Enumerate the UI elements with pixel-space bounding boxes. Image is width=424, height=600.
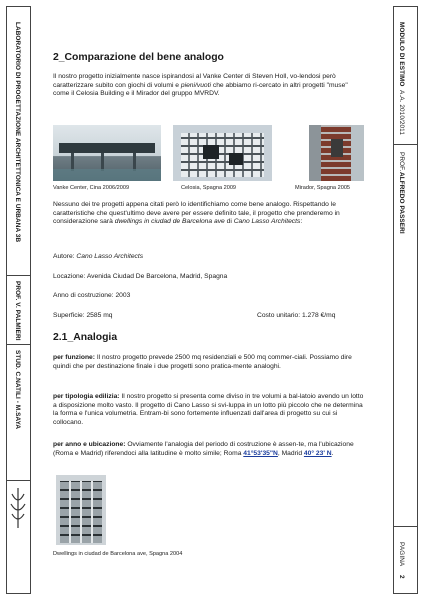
right-margin-divider — [393, 144, 418, 145]
location-year-text: , Madrid — [277, 449, 304, 457]
photo-caption: Vanke Center, Cina 2006/2009 — [53, 185, 130, 191]
analog-paragraph — [53, 201, 365, 227]
left-margin-divider — [6, 344, 31, 345]
surface-line: Superficie: 2585 mq — [53, 312, 113, 319]
typology-paragraph — [53, 393, 365, 427]
mirador-photo — [309, 125, 364, 181]
location-year-paragraph — [53, 441, 365, 458]
analog-emphasis: dwellings in ciudad de Barcelona ave — [114, 218, 225, 226]
course-title: LABORATORIO DI PROGETTAZIONE ARCHITETTONICA E URBANA 3B — [14, 22, 21, 243]
analog-emphasis: Cano Lasso Architects — [233, 218, 301, 226]
intro-text: che abbiamo ri-cercato in altri progetti "muse" come il Celosia Building e il Mirador del gruppo MVRDV. — [53, 81, 348, 98]
rome-coordinates-link[interactable]: 41°53'35"N — [243, 449, 278, 457]
dwellings-photo — [56, 475, 106, 545]
author-label: Autore: — [53, 253, 77, 260]
analogy-title: 2.1_Analogia — [53, 332, 118, 343]
dwellings-caption: Dwellings in ciudad de Barcelona ave, Spagna 2004 — [53, 551, 183, 557]
analog-text: Nessuno dei tre progetti appena citati però lo identifichiamo come bene analogo. Rispettando le caratteristiche che quest'ultimo deve avere per essere definito tale, il progetto che prenderemo in considerazione sarà — [53, 201, 340, 226]
photo-caption: Mirador, Spagna 2005 — [295, 185, 351, 191]
intro-paragraph — [53, 73, 365, 99]
typology-text: Il nostro progetto si presenta come diviso in tre volumi a bal-latoio avendo un lotto a disposizione molto vasto. Il progetto di Cano Lasso si svi-luppa in un lotto più piccolo che ne determina la forma e l'unica volumetria. Entram-bi sono fortemente influenzati dall'area di progetto su cui si collocano. — [53, 393, 364, 426]
author-line — [53, 253, 365, 262]
madrid-coordinates-link[interactable]: 40° 23' N — [303, 449, 332, 457]
intro-text: Il nostro progetto inizialmente nasce ispirandosi al Vanke Center di Steven Holl, vo-lendosi però caratterizzare subito con giochi di volumi e — [53, 73, 336, 89]
right-professor-label: PROF. — [398, 152, 405, 172]
vanke-center-photo — [53, 125, 161, 181]
logo-mark — [8, 486, 29, 530]
typology-label: per tipologia edilizia: — [53, 393, 120, 400]
year-line: Anno di costruzione: 2003 — [53, 292, 131, 299]
author-value: Cano Lasso Architects — [76, 253, 144, 260]
analog-text: di — [224, 218, 234, 226]
left-professor: PROF. V. PALMIERI — [14, 281, 21, 341]
location-year-text: Ovviamente l'analogia del periodo di costruzione è assen-te, ma l'ubicazione (Roma e Madrid) riferendoci alla latitudine è molto simile; Roma — [53, 441, 354, 457]
photo-caption: Celosia, Spagna 2009 — [181, 185, 237, 191]
function-label: per funzione: — [53, 354, 95, 361]
left-margin-divider — [6, 275, 31, 276]
module-title: MODULO DI ESTIMO — [398, 22, 405, 87]
academic-year: A.A. 2010/2011 — [398, 90, 405, 135]
section-title: 2_Comparazione del bene analogo — [53, 52, 224, 63]
location-year-label: per anno e ubicazione: — [53, 441, 126, 448]
students: STUD. C.NATILI - M.SAYA — [14, 350, 21, 430]
location-year-text: . — [331, 449, 334, 457]
function-paragraph — [53, 354, 365, 371]
page-label: PAGINA — [398, 542, 405, 567]
right-margin-frame — [393, 6, 418, 594]
location-line: Locazione: Avenida Ciudad De Barcelona, Madrid, Spagna — [53, 273, 228, 280]
right-margin-divider — [393, 526, 418, 527]
function-text: Il nostro progetto prevede 2500 mq residenziali e 500 mq commer-ciali. Possiamo dire quindi che per destinazione finale i due progetti sono pratica-mente analoghi. — [53, 354, 352, 370]
right-professor-name: ALFREDO PASSERI — [398, 172, 405, 234]
celosia-photo — [173, 125, 272, 181]
left-margin-divider — [6, 480, 31, 481]
unit-cost-line: Costo unitario: 1.278 €/mq — [257, 312, 336, 319]
page-number: 2 — [398, 575, 405, 579]
intro-emphasis: pieni/vuoti — [180, 81, 211, 89]
analog-text: : — [300, 218, 303, 226]
